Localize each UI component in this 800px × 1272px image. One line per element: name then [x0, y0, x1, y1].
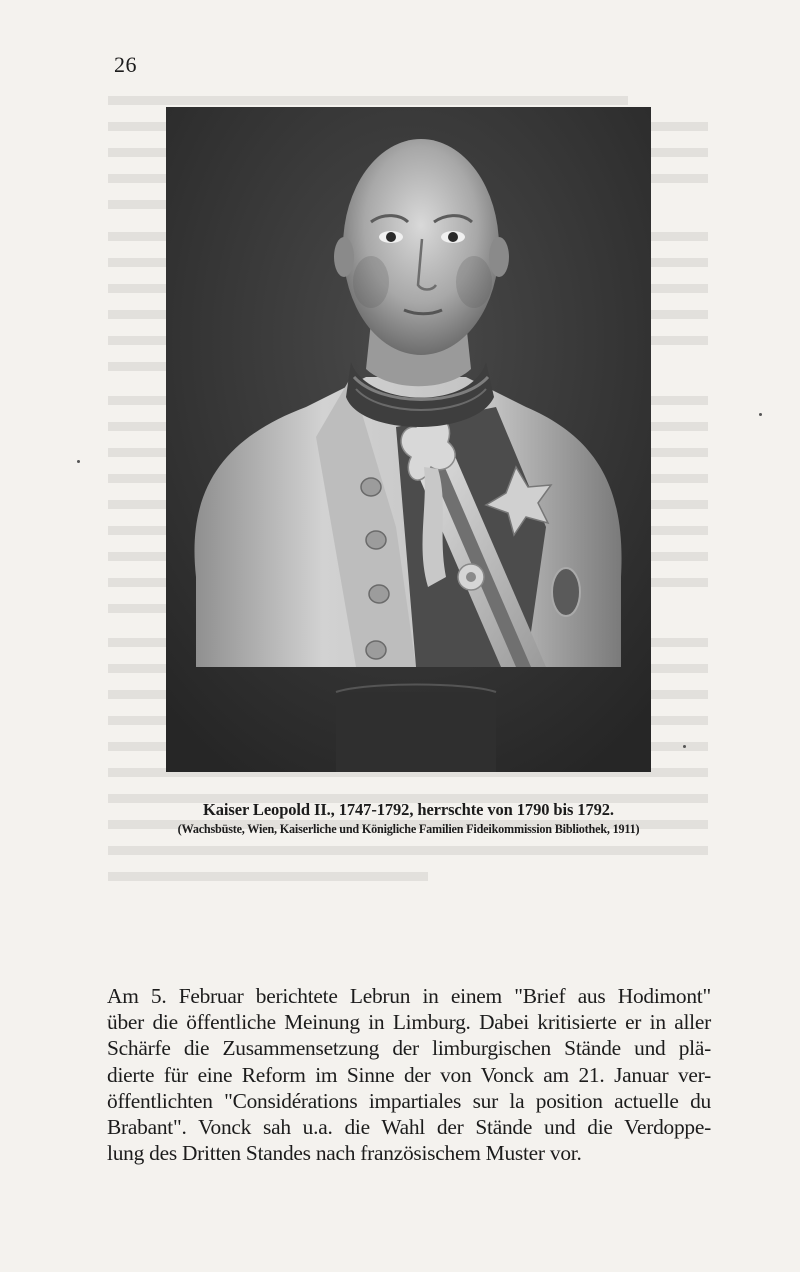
caption-credit: (Wachsbüste, Wien, Kaiserliche und Königliche Familien Fideikommission Bibliothek, 1911): [177, 822, 640, 836]
body-line: lung des Dritten Standes nach französischem Muster vor.: [107, 1141, 582, 1166]
body-line: Am 5. Februar berichtete Lebrun in einem "Brief aus Hodimont": [107, 984, 711, 1008]
portrait-photo: [166, 107, 651, 772]
body-line: Schärfe die Zusammensetzung der limburgischen Stände und plä-: [107, 1036, 711, 1061]
figure-caption: [166, 800, 651, 837]
wax-bust-portrait: [166, 107, 651, 772]
caption-title: Kaiser Leopold II., 1747-1792, herrschte von 1790 bis 1792.: [203, 800, 614, 819]
body-line: Brabant". Vonck sah u.a. die Wahl der Stände und die Verdoppe-: [107, 1115, 711, 1140]
paper-speck: [77, 460, 80, 463]
page-number: 26: [114, 52, 137, 77]
body-line: über die öffentliche Meinung in Limburg. Dabei kritisierte er in aller: [107, 1010, 711, 1035]
paper-speck: [683, 745, 686, 748]
body-line: öffentlichten "Considérations impartiales sur la position actuelle du: [107, 1088, 711, 1113]
paper-speck: [759, 413, 762, 416]
body-paragraph: [107, 983, 711, 1166]
body-line: dierte für eine Reform im Sinne der von Vonck am 21. Januar ver-: [107, 1062, 711, 1087]
